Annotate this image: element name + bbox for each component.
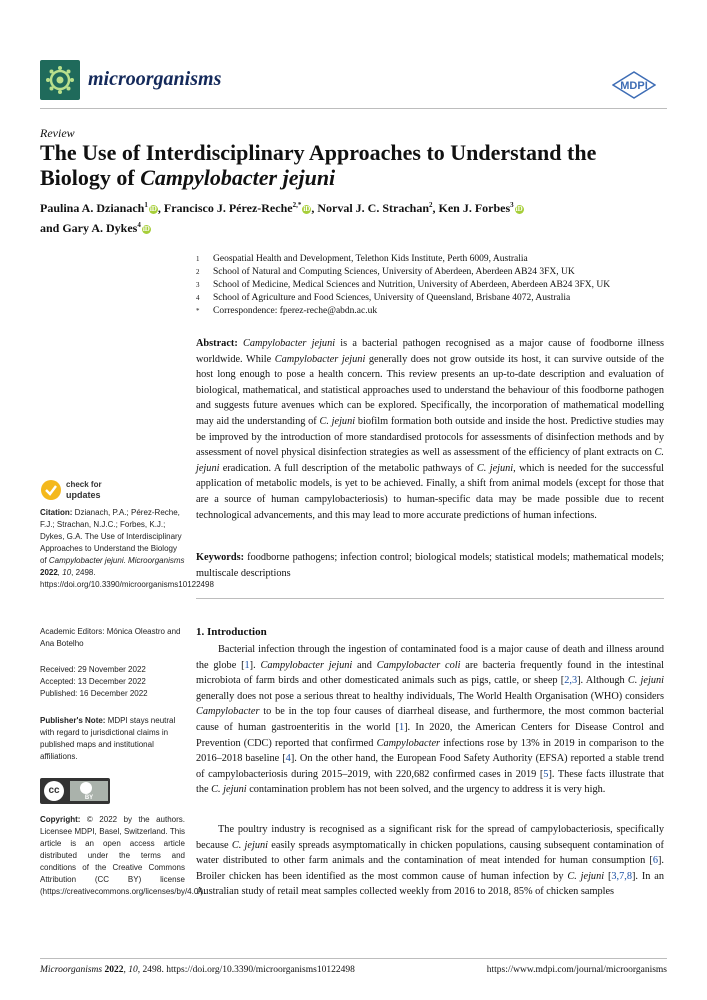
journal-name: microorganisms: [88, 68, 222, 90]
mdpi-logo: [612, 71, 656, 99]
cc-icon: cc: [44, 781, 64, 801]
text-run: Campylobacter jejuni: [260, 659, 353, 671]
author-name: Paulina A. Dzianach: [40, 201, 145, 215]
text-run: Campylobacter jejuni: [274, 353, 366, 365]
affiliation-number: 4: [196, 294, 200, 302]
text-run: eradication. A full description of the metabolic pathways of: [219, 462, 477, 474]
cc-by-badge[interactable]: [40, 778, 110, 804]
article-type: Review: [40, 126, 75, 140]
author-affiliation-sup: 3: [510, 201, 514, 209]
citation-text: Dzianach, P.A.; Pérez-Reche, F.J.; Strachan, N.J.C.; Forbes, K.J.; Dykes, G.A. The Use of Interdisciplinary Approaches to Understand the Biology of: [40, 508, 182, 565]
text-run: The poultry industry is recognised as a significant risk for the spread of campylobacteriosis, specifically because: [196, 824, 664, 851]
paragraph-1: [196, 642, 664, 798]
by-label: BY: [84, 795, 94, 801]
author-separator: ,: [157, 201, 164, 215]
copyright-label: Copyright:: [40, 815, 81, 824]
author-affiliation-sup: 2,*: [292, 201, 302, 209]
reference-link[interactable]: 6: [652, 855, 658, 867]
text-run: easily spreads asymptomatically in chicken populations, causing subsequent contamination of water distributed to other farm animals and the contamination of meat intended for human consumption [: [196, 839, 664, 867]
text-run: biofilm formation both outside and inside the host. Predictive studies may be improved by the introduction of more standardised protocols for assessments of disinfection methods and by assessment of novel physical disinfection strategies as well as assessment of the efficiency of plant extracts on: [196, 415, 664, 459]
academic-editors: Academic Editors: Mónica Oleastro and Ana Botelho: [40, 627, 181, 648]
keywords-text: foodborne pathogens; infection control; biological models; statistical models; mathematical models; multiscale descriptions: [196, 552, 664, 579]
note-text: MDPI stays neutral with regard to jurisdictional claims in published maps and institutional affiliations.: [40, 716, 176, 761]
author-name: and Gary A. Dykes: [40, 221, 138, 235]
check-label-1: check for: [66, 480, 102, 489]
text-run: Bacterial infection through the ingestion of contaminated food is a major cause of death and illness around the globe [: [196, 644, 664, 671]
affiliation-item: [196, 292, 676, 305]
paragraph-2: [196, 822, 664, 900]
text-run: generally does not grow outside its host, it can survive outside of the host long enough to pose a health concern. This review presents an up-to-date description and evaluation of biological, mathematical, and statistical approaches used to understand the behaviour of this foodborne pathogen and suggests future avenues which can be explored. Specifically, the incorporation of mathematical modelling may aid the understanding of: [196, 353, 664, 427]
text-run: C. jejuni: [319, 415, 356, 427]
affiliation-item: [196, 305, 676, 318]
footer-journal: Microorganisms: [40, 965, 103, 975]
text-run: ]. On the other hand, the European Food Safety Authority (EFSA) reported a stable trend of campylobacteriosis during 2015–2019, with 220,682 confirmed cases in 2019 [: [196, 753, 664, 780]
citation: [40, 507, 214, 591]
abstract-body: [196, 338, 664, 521]
keywords-label: Keywords:: [196, 552, 245, 563]
section-heading: 1. Introduction: [196, 626, 267, 638]
text-run: C. jejuni: [476, 462, 514, 474]
affiliation-text: Geospatial Health and Development, Telethon Kids Institute, Perth 6009, Australia: [213, 254, 528, 264]
keywords: [196, 550, 664, 581]
text-run: Campylobacter coli: [376, 659, 461, 671]
citation-year: 2022: [40, 568, 58, 577]
copyright-text: © 2022 by the authors. Licensee MDPI, Basel, Switzerland. This article is an open access article distributed under the terms and conditions of the Creative Commons Attribution (CC BY) license (https://creativecommons.org/licenses/by/4.0/).: [40, 815, 206, 896]
text-run: ]. In 2020, the American Centers for Disease Control and Prevention (CDC) reported that confirmed: [196, 721, 664, 749]
reference-link[interactable]: 5: [543, 768, 549, 780]
orcid-icon[interactable]: iD: [149, 205, 157, 213]
affiliation-text: Correspondence: fperez-reche@abdn.ac.uk: [213, 306, 378, 316]
abstract: [196, 336, 664, 523]
text-run: C. jejuni: [211, 784, 247, 796]
check-label-2: updates: [66, 490, 101, 500]
author-affiliation-sup: 4: [137, 221, 141, 229]
text-run: ]. Broiler chicken has been identified as the most common cause of human infection by: [196, 855, 664, 882]
article-title: [40, 140, 680, 190]
affiliation-text: School of Medicine, Medical Sciences and Nutrition, University of Aberdeen, Aberdeen AB24 3FX, UK: [213, 280, 611, 290]
text-run: ]. Although: [577, 675, 628, 687]
orcid-icon[interactable]: iD: [142, 225, 150, 233]
title-prefix: Biology of: [40, 165, 141, 190]
journal-logo: [40, 60, 80, 100]
author-list: [40, 197, 680, 237]
citation-italic: Campylobacter jejuni. Microorganisms: [48, 556, 185, 565]
text-run: contamination problem has not been solved, and the urgency to address it is very high.: [246, 784, 606, 796]
affiliation-text: School of Agriculture and Food Sciences, University of Queensland, Brisbane 4072, Australia: [213, 293, 571, 303]
author-affiliation-sup: 1: [144, 201, 148, 209]
bacteria-icon: [40, 60, 80, 100]
text-run: Campylobacter: [196, 706, 260, 718]
published-date: Published: 16 December 2022: [40, 689, 148, 698]
orcid-icon[interactable]: iD: [303, 205, 311, 213]
header-divider: [40, 108, 667, 109]
text-run: C. jejuni: [627, 675, 665, 687]
footer-divider: [40, 958, 667, 959]
text-run: C. jejuni: [196, 447, 664, 474]
text-run: C. jejuni: [567, 870, 605, 882]
text-run: ].: [249, 659, 261, 671]
title-line-2: [40, 165, 680, 190]
abstract-label: Abstract:: [196, 338, 238, 349]
text-run: C. jejuni: [231, 839, 268, 851]
received-date: Received: 29 November 2022: [40, 665, 146, 674]
publisher-note: [40, 715, 185, 763]
affiliation-text: School of Natural and Computing Sciences, University of Aberdeen, Aberdeen AB24 3FX, UK: [213, 267, 575, 277]
footer-doi: , 2498. https://doi.org/10.3390/microorganisms10122498: [137, 965, 355, 975]
text-run: ]. In an Australian study of retail meat samples collected weekly from 2016 to 2018, 85% of chicken samples: [196, 870, 664, 898]
copyright: [40, 814, 206, 898]
dates: [40, 664, 185, 700]
text-run: is a bacterial pathogen recognised as a major cause of foodborne illness worldwide. While: [196, 338, 664, 365]
affiliation-item: [196, 279, 676, 292]
citation-vol: , 10: [57, 568, 72, 577]
author-separator: ,: [311, 201, 318, 215]
text-run: are bacteria frequently found in the intestinal microbiota of farm birds and other domesticated animals such as pigs, cattle, or sheep [: [196, 659, 665, 687]
footer-vol: , 10: [123, 965, 138, 975]
text-run: [: [604, 870, 612, 882]
text-run: , which is needed for the successful application of metabolic models, is yet to be achieved. Finally, a shift from animal models (except for those that are a source of human campylobacteriosis) to human-specific data may be made possible due to recent technological advancements, and this may lead to more accurate predictions of human infections.: [196, 462, 664, 521]
author-name: Ken J. Forbes: [438, 201, 511, 215]
affiliation-item: [196, 266, 676, 279]
footer-journal-link[interactable]: https://www.mdpi.com/journal/microorganisms: [486, 965, 667, 975]
reference-link[interactable]: 1: [244, 659, 250, 671]
reference-link[interactable]: 1: [398, 721, 405, 733]
abstract-divider: [196, 598, 664, 599]
reference-link[interactable]: 2,3: [564, 675, 578, 687]
citation-label: Citation:: [40, 508, 73, 517]
text-run: to be in the top four causes of diarrheal disease, and furthermore, the most common bacterial cause of human gastroenteritis in the world [: [196, 706, 664, 733]
affiliation-number: *: [196, 307, 200, 315]
reference-link[interactable]: 4: [285, 753, 291, 765]
text-run: Campylobacter: [376, 737, 441, 749]
affiliations: [196, 253, 676, 318]
title-italic: Campylobacter jejuni: [140, 165, 336, 190]
text-run: Campylobacter jejuni: [242, 338, 336, 349]
title-line-1: The Use of Interdisciplinary Approaches to Understand the: [40, 140, 597, 165]
accepted-date: Accepted: 13 December 2022: [40, 677, 146, 686]
affiliation-number: 3: [196, 281, 200, 289]
author-separator: ,: [432, 201, 439, 215]
text-run: and: [352, 659, 377, 671]
text-run: ]. These facts illustrate that the: [196, 768, 664, 796]
citation-doi: , 2498. https://doi.org/10.3390/microorganisms10122498: [40, 568, 214, 589]
footer-citation: [40, 965, 355, 975]
note-label: Publisher's Note:: [40, 716, 106, 725]
affiliation-number: 1: [196, 255, 200, 263]
reference-link[interactable]: 3,7,8: [611, 870, 632, 882]
orcid-icon[interactable]: iD: [515, 205, 523, 213]
footer-year: 2022: [102, 965, 124, 975]
author-affiliation-sup: 2: [429, 201, 433, 209]
author-name: Francisco J. Pérez-Reche: [163, 201, 293, 215]
text-run: generally does not pose a serious threat to healthy individuals, The World Health Organisation (WHO) considers: [196, 690, 664, 702]
text-run: infections rose by 13% in 2019 in comparison to the 2016–2018 baseline [: [196, 737, 664, 765]
person-icon: [80, 782, 92, 794]
check-for-updates-button[interactable]: [40, 479, 120, 501]
affiliation-number: 2: [196, 268, 200, 276]
check-for-updates-icon: [40, 479, 62, 501]
publisher-label: MDPI: [620, 80, 648, 92]
author-name: Norval J. C. Strachan: [317, 201, 429, 215]
affiliation-item: [196, 253, 676, 266]
